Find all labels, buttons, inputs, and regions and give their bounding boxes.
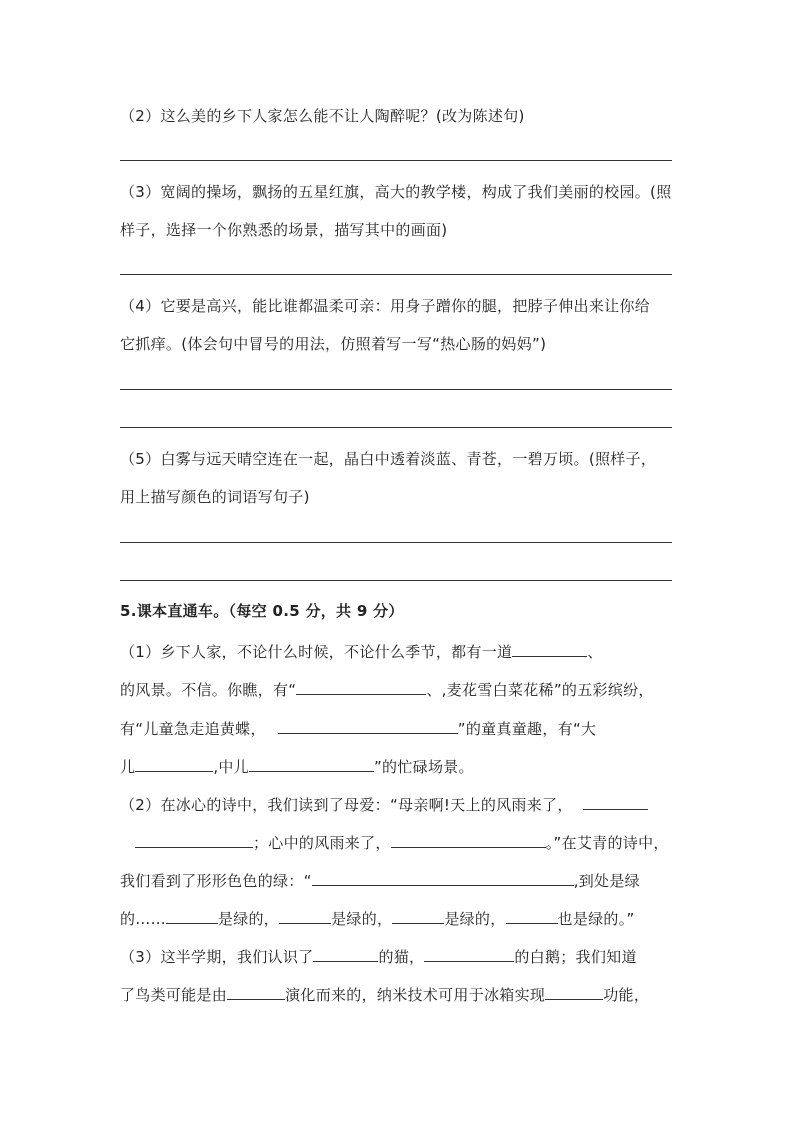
fill-blank[interactable] bbox=[512, 640, 587, 657]
fill-blank[interactable] bbox=[135, 755, 213, 772]
fill-blank[interactable] bbox=[545, 983, 603, 1000]
question-5-text-line1: （5）白雾与远天晴空连在一起，晶白中透着淡蓝、青苍，一碧万顷。(照样子， bbox=[120, 450, 657, 468]
text-segment: （3）这半学期，我们认识了 bbox=[120, 948, 314, 966]
text-segment: 功能， bbox=[603, 986, 650, 1004]
answer-line[interactable] bbox=[120, 389, 672, 390]
question-4-text-line1: （4）它要是高兴，能比谁都温柔可亲：用身子蹭你的腿，把脖子伸出来让你给 bbox=[120, 297, 651, 315]
fill-blank[interactable] bbox=[392, 907, 444, 924]
text-segment: 是绿的， bbox=[217, 910, 280, 928]
question-4-text-line2: 它抓痒。(体会句中冒号的用法，仿照着写一写“热心肠的妈妈”) bbox=[120, 335, 547, 353]
text-segment: 是绿的， bbox=[331, 910, 393, 928]
fill-blank[interactable] bbox=[249, 755, 374, 772]
fill-line bbox=[120, 907, 635, 929]
text-segment: 演化而来的，纳米技术可用于冰箱实现 bbox=[285, 986, 546, 1004]
fill-blank[interactable] bbox=[424, 945, 514, 962]
fill-blank[interactable] bbox=[506, 907, 558, 924]
fill-blank[interactable] bbox=[313, 945, 378, 962]
question-3-text-line1: （3）宽阔的操场，飘扬的五星红旗，高大的教学楼，构成了我们美丽的校园。(照 bbox=[120, 183, 672, 201]
fill-line bbox=[120, 640, 603, 662]
text-segment: 我们看到了形形色色的绿：“ bbox=[120, 872, 312, 890]
fill-line bbox=[120, 678, 654, 700]
answer-line[interactable] bbox=[120, 542, 672, 543]
text-segment: 的白鹅；我们知道 bbox=[514, 948, 637, 966]
fill-blank[interactable] bbox=[583, 793, 648, 810]
text-segment: ；心中的风雨来了， bbox=[253, 834, 391, 852]
fill-blank[interactable] bbox=[296, 678, 426, 695]
text-segment: 的…… bbox=[120, 910, 166, 928]
text-segment: （1）乡下人家，不论什么时候，不论什么季节，都有一道 bbox=[120, 643, 513, 661]
text-segment: ”的童真童趣，有“大 bbox=[457, 720, 597, 738]
fill-blank[interactable] bbox=[279, 907, 331, 924]
text-segment: ”的忙碌场景。 bbox=[373, 758, 474, 776]
answer-line[interactable] bbox=[120, 580, 672, 581]
question-2-text: （2）这么美的乡下人家怎么能不让人陶醉呢？(改为陈述句) bbox=[120, 107, 525, 125]
section-5-heading: 5.课本直通车。（每空 0.5 分，共 9 分） bbox=[120, 602, 404, 620]
fill-line bbox=[120, 755, 474, 777]
fill-line bbox=[120, 793, 648, 815]
fill-blank[interactable] bbox=[166, 907, 218, 924]
fill-blank[interactable] bbox=[391, 831, 546, 848]
question-5-text-line2: 用上描写颜色的词语写句子) bbox=[120, 488, 310, 506]
text-segment: 的猫， bbox=[378, 948, 425, 966]
text-segment: ,到处是绿 bbox=[573, 872, 640, 890]
answer-line[interactable] bbox=[120, 427, 672, 428]
fill-line bbox=[135, 831, 669, 853]
text-segment: 有“儿童急走追黄蝶， bbox=[120, 720, 266, 738]
text-segment: 、 bbox=[587, 643, 603, 661]
question-3-text-line2: 样子，选择一个你熟悉的场景，描写其中的画面) bbox=[120, 221, 448, 239]
text-segment: 。”在艾青的诗中， bbox=[545, 834, 669, 852]
text-segment: 、,麦花雪白菜花稀”的五彩缤纷， bbox=[426, 681, 654, 699]
fill-line bbox=[120, 869, 640, 891]
answer-line[interactable] bbox=[120, 160, 672, 161]
text-segment: ,中儿 bbox=[213, 758, 249, 776]
fill-blank[interactable] bbox=[312, 869, 574, 886]
fill-line bbox=[120, 983, 649, 1005]
text-segment: 的风景。不信。你瞧，有“ bbox=[120, 681, 297, 699]
fill-blank[interactable] bbox=[227, 983, 285, 1000]
fill-line bbox=[120, 945, 637, 967]
text-segment: （2）在冰心的诗中，我们读到了母爱：“母亲啊!天上的风雨来了， bbox=[120, 796, 573, 814]
text-segment: 儿 bbox=[120, 758, 136, 776]
fill-blank[interactable] bbox=[135, 831, 253, 848]
fill-line bbox=[120, 717, 596, 739]
answer-line[interactable] bbox=[120, 274, 672, 275]
text-segment: 也是绿的。” bbox=[557, 910, 635, 928]
text-segment: 了鸟类可能是由 bbox=[120, 986, 228, 1004]
text-segment: 是绿的， bbox=[444, 910, 506, 928]
fill-blank[interactable] bbox=[278, 717, 458, 734]
